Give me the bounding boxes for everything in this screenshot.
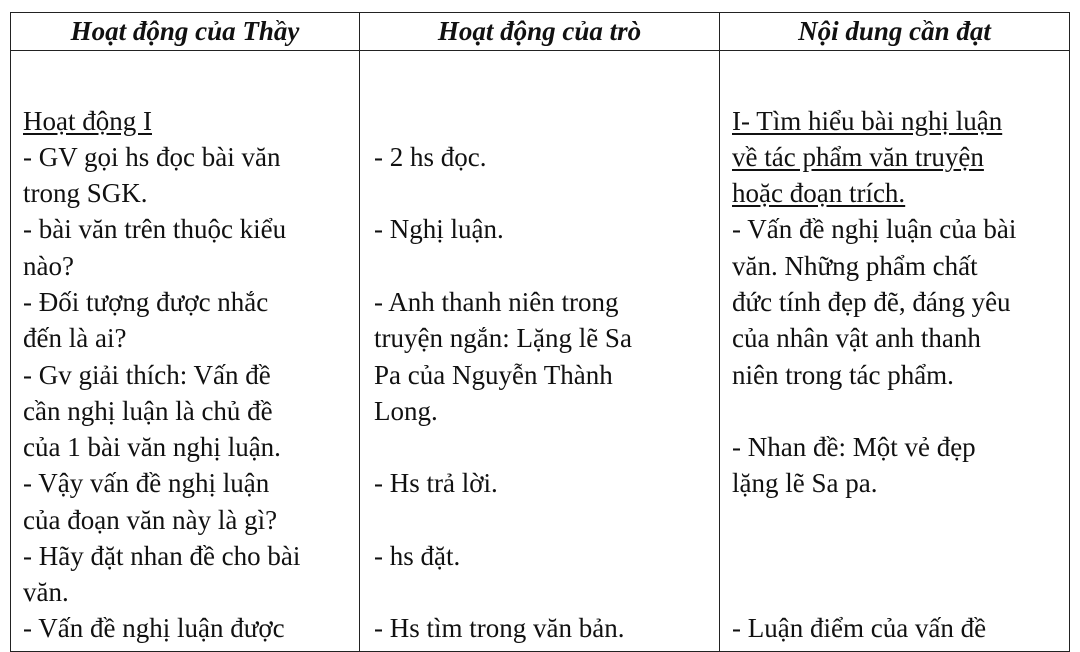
teacher-activity-column: [11, 51, 360, 651]
student-line: - Hs tìm trong văn bản.: [374, 613, 625, 643]
student-line: - hs đặt.: [374, 541, 461, 571]
teacher-line: - Đối tượng được nhắc: [23, 287, 269, 317]
student-line: - Nghị luận.: [374, 214, 504, 244]
section-heading: I- Tìm hiểu bài nghị luận: [732, 106, 1003, 136]
section-heading: về tác phẩm văn truyện: [732, 142, 984, 172]
content-line: văn. Những phẩm chất: [732, 251, 978, 281]
teacher-line: - GV gọi hs đọc bài văn: [23, 142, 281, 172]
student-line: - Hs trả lời.: [374, 468, 498, 498]
student-line: Long.: [374, 396, 438, 426]
content-line: của nhân vật anh thanh: [732, 323, 981, 353]
teacher-line: văn.: [23, 577, 69, 607]
student-line: Pa của Nguyễn Thành: [374, 360, 613, 390]
lesson-plan-table: [10, 12, 1070, 652]
teacher-line: cần nghị luận là chủ đề: [23, 396, 273, 426]
content-line: đức tính đẹp đẽ, đáng yêu: [732, 287, 1011, 317]
teacher-line: - Hãy đặt nhan đề cho bài: [23, 541, 301, 571]
content-line: niên trong tác phẩm.: [732, 360, 954, 390]
content-line: lặng lẽ Sa pa.: [732, 468, 878, 498]
teacher-line: - bài văn trên thuộc kiểu: [23, 214, 287, 244]
teacher-line: trong SGK.: [23, 178, 148, 208]
student-line: truyện ngắn: Lặng lẽ Sa: [374, 323, 632, 353]
teacher-line: đến là ai?: [23, 323, 127, 353]
content-line: - Nhan đề: Một vẻ đẹp: [732, 432, 976, 462]
teacher-line: nào?: [23, 251, 74, 281]
teacher-line: - Vấn đề nghị luận được: [23, 613, 285, 643]
teacher-line: của đoạn văn này là gì?: [23, 505, 278, 535]
content-column: [720, 51, 1069, 651]
section-heading: hoặc đoạn trích.: [732, 178, 906, 208]
teacher-line: của 1 bài văn nghị luận.: [23, 432, 281, 462]
header-content: Nội dung cần đạt: [720, 13, 1069, 51]
teacher-line: - Vậy vấn đề nghị luận: [23, 468, 270, 498]
content-line: - Vấn đề nghị luận của bài: [732, 214, 1017, 244]
content-line: - Luận điểm của vấn đề: [732, 613, 987, 643]
header-student-activity: Hoạt động của trò: [360, 13, 720, 51]
student-line: - 2 hs đọc.: [374, 142, 487, 172]
header-teacher-activity: Hoạt động của Thầy: [11, 13, 360, 51]
student-line: - Anh thanh niên trong: [374, 287, 619, 317]
activity-heading: Hoạt động I: [23, 106, 152, 136]
teacher-line: - Gv giải thích: Vấn đề: [23, 360, 271, 390]
student-activity-column: [360, 51, 720, 651]
